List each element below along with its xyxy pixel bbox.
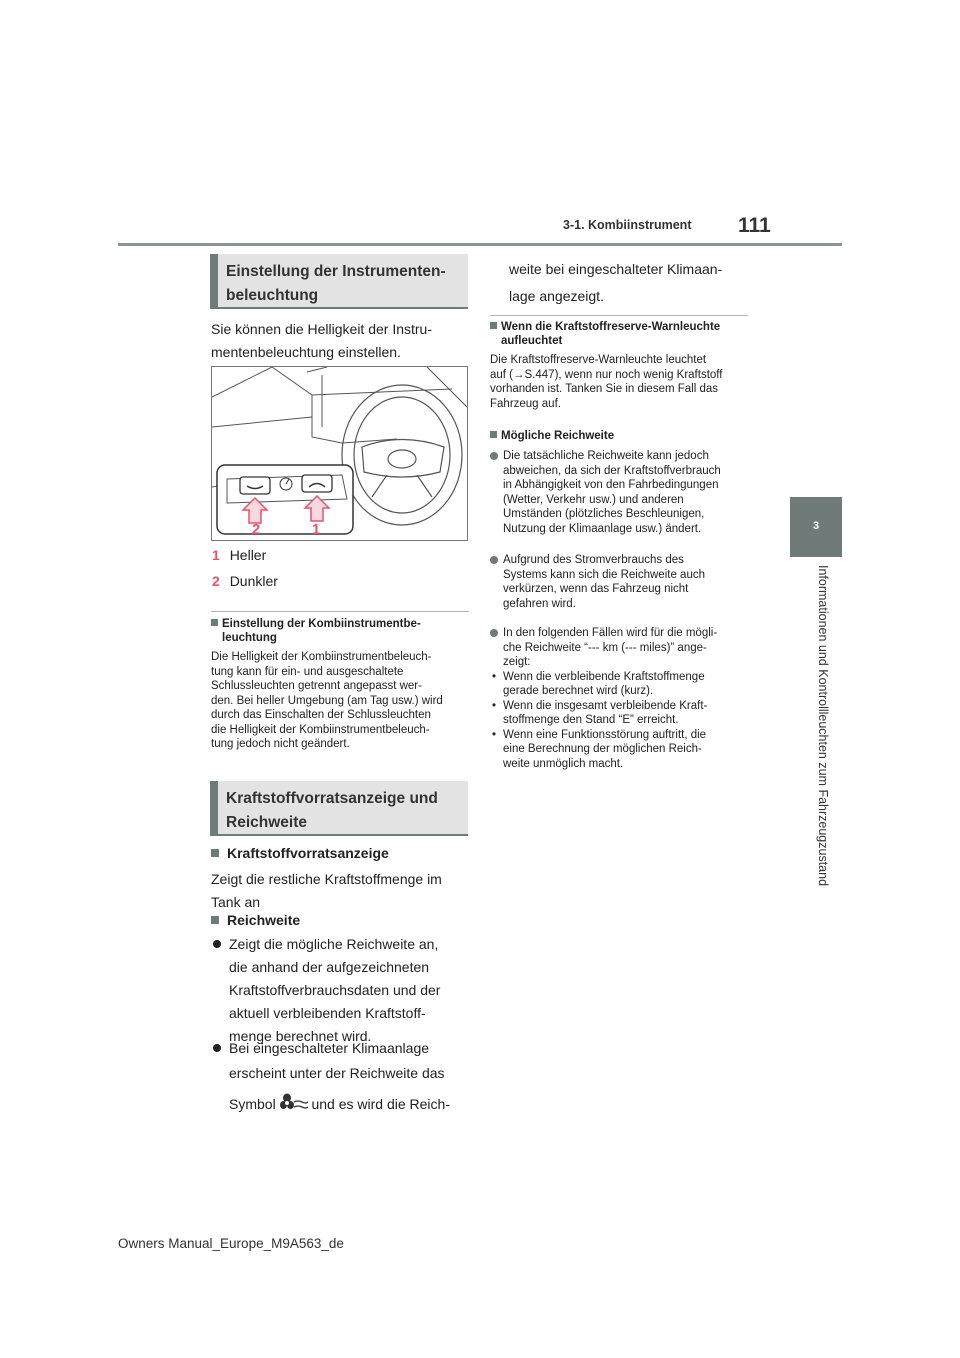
bullet-icon — [213, 1044, 221, 1052]
divider — [490, 315, 748, 316]
dashboard-drawing — [212, 367, 467, 540]
heading-line: Einstellung der Instrumenten- — [226, 263, 446, 280]
air-conditioning-fan-icon — [280, 1093, 308, 1113]
subsection-title: Einstellung der Kombiinstrumentbe- — [211, 617, 469, 631]
bullet-icon — [213, 940, 221, 948]
document-footer: Owners Manual_Europe_M9A563_de — [118, 1236, 344, 1251]
heading-line: beleuchtung — [226, 287, 319, 304]
section-heading-fuel-gauge — [210, 781, 468, 836]
range-note-2: Aufgrund des Stromverbrauchs des Systems kann sich die Reichweite auch verkürzen, wenn das Fahrzeug nicht gefahren wird. — [490, 553, 748, 611]
dot-item: • Wenn eine Funktionsstörung auftritt, die eine Berechnung der möglichen Reich- weite unmöglich macht. — [492, 728, 707, 770]
legend-text: Heller — [229, 547, 267, 563]
subsection-body: Die Kraftstoffreserve-Warnleuchte leuchtet auf (→S.447), wenn nur noch wenig Kraftstoff vorhanden ist. Tanken Sie in diesem Fall das Fahrzeug auf. — [490, 354, 723, 410]
item-range-title: Reichweite — [211, 909, 469, 932]
square-bullet-icon — [211, 619, 218, 626]
legend-text: Dunkler — [229, 573, 278, 589]
legend-number: 1 — [212, 547, 220, 563]
chapter-number: 3 — [812, 520, 820, 532]
subsection-title-cont: aufleuchtet — [501, 335, 563, 347]
item-fuel-gauge — [211, 842, 469, 914]
text-line: Zeigt die restliche Kraftstoffmenge im — [211, 871, 442, 887]
range-bullet-1: Zeigt die mögliche Reichweite an, die anhand der aufgezeichneten Kraftstoffverbrauchsdaten und der aktuell verbleibenden Kraftstoff- menge berechnet wird. — [211, 933, 469, 1048]
heading-line: Reichweite — [226, 814, 307, 831]
square-bullet-icon — [211, 916, 219, 924]
bullet-icon — [490, 452, 498, 460]
text-line: Sie können die Helligkeit der Instru- — [211, 321, 433, 337]
legend-item-1 — [212, 544, 266, 567]
subsection-title-cont: leuchtung — [222, 632, 277, 644]
divider — [211, 611, 469, 612]
text-line: Tank an — [211, 894, 261, 910]
heading-line: Kraftstoffvorratsanzeige und — [226, 790, 438, 807]
dot-item: • Wenn die verbleibende Kraftstoffmenge gerade berechnet wird (kurz). — [492, 670, 705, 697]
chapter-title: Informationen und Kontrollleuchten zum Fahrzeugzustand — [816, 565, 830, 887]
dashboard-illustration — [211, 366, 468, 541]
dot-list — [490, 670, 748, 772]
section-heading-instrument-lighting — [210, 254, 468, 309]
item-title: Kraftstoffvorratsanzeige — [211, 842, 469, 865]
text-line: mentenbeleuchtung einstellen. — [211, 344, 401, 360]
legend-number: 2 — [212, 573, 220, 589]
legend-item-2 — [212, 570, 278, 593]
subsection-cluster-lighting — [211, 617, 469, 752]
figure-callout-1: 1 — [311, 521, 321, 538]
subsection-title: Wenn die Kraftstoffreserve-Warnleuchte — [490, 320, 748, 334]
intro-paragraph — [211, 318, 469, 364]
dot-item: • Wenn die insgesamt verbleibende Kraft- stoffmenge den Stand “E” erreicht. — [492, 699, 708, 726]
page-number: 111 — [738, 214, 771, 237]
subsection-title-possible-range: Mögliche Reichweite — [490, 429, 614, 443]
bullet-icon — [490, 629, 498, 637]
bullet-icon — [490, 556, 498, 564]
square-bullet-icon — [490, 431, 497, 438]
section-header: 3-1. Kombiinstrument — [563, 218, 692, 232]
range-note-1: Die tatsächliche Reichweite kann jedoch abweichen, da sich der Kraftstoffverbrauch in Abhängigkeit von den Fahrbedingungen (Wetter, Verkehr usw.) und anderen Umständen (plötzliches Beschleunigen, Nutzung der Klimaanlage usw.) ändert. — [490, 449, 748, 536]
header-rule — [118, 243, 842, 246]
range-note-3: In den folgenden Fällen wird für die mögli- che Reichweite “--- km (--- miles)” ange- zeigt: • Wenn die verbleibende Kraftstoffmenge gerade berechnet wird (kurz). • Wenn die insgesamt verbleibende Kraft- stoffmenge den Stand “E” erreicht. • Wenn eine Funktionsstörung auftritt, die eine Berechnung der möglichen Reich- weite unmöglich macht. — [490, 626, 748, 771]
figure-callout-2: 2 — [251, 521, 261, 538]
subsection-body: Die Helligkeit der Kombiinstrumentbeleuch- tung kann für ein- und ausgeschaltete Schlussleuchten getrennt angepasst wer- den. Bei heller Umgebung (am Tag usw.) wird durch das Einschalten der Schlussleuchten die Helligkeit der Kombiinstrumentbeleuch- tung jedoch nicht geändert. — [211, 651, 443, 750]
continued-text: weite bei eingeschalteter Klimaan- lage angezeigt. — [509, 261, 723, 304]
square-bullet-icon — [490, 322, 497, 329]
range-bullet-2: Bei eingeschalteter Klimaanlage erscheint unter der Reichweite das Symbol und es wird die Reich- — [211, 1036, 469, 1117]
subsection-fuel-warning — [490, 320, 748, 411]
square-bullet-icon — [211, 849, 219, 857]
